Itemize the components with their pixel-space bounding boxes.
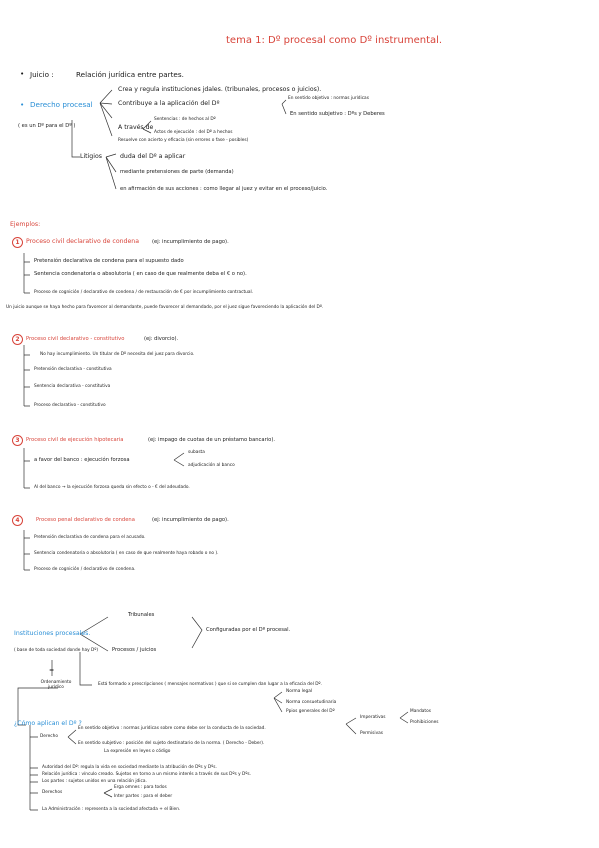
example-2-item-3: Sentencia declarativa - constitutiva (34, 384, 111, 389)
example-3-title: Proceso civil de ejecución hipotecaria (26, 437, 124, 443)
derecho-expresion: La expresión en leyes o código (104, 749, 171, 754)
example-3-item-1b: adjudicación al banco (188, 463, 235, 468)
dp-item-3: A través de (118, 124, 154, 131)
example-number: 1 (12, 237, 23, 248)
instituciones-point-1: Norma legal (286, 689, 313, 694)
example-2-item-2: Pretensión declarativa - constitutiva (34, 367, 112, 372)
example-3-item-1a: subasta (188, 450, 205, 455)
dp-item-4: Resuelve con acierto y eficacia (sin errores o fase - posibles) (118, 138, 249, 143)
imperativas-prohibiciones: Prohibiciones (410, 720, 439, 725)
dp-item-1: Crea y regula instituciones jdales. (tribunales, procesos o juicios). (118, 86, 322, 93)
dp-item-3b: Actos de ejecución : del Dº a hechos (154, 130, 233, 135)
aplican-item-3: Los partes : sujetos unidos en una relación jdica. (42, 779, 147, 784)
example-1-paren: (ej: incumplimiento de pago). (152, 239, 229, 245)
example-1-title: Proceso civil declarativo de condena (26, 238, 139, 245)
derecho-objetivo: En sentido objetivo : normas jurídicas sobre como debe ser la conducta de la sociedad. (78, 726, 266, 731)
aplican-item-4b: Inter partes : para el deber (114, 794, 173, 799)
example-4-item-3: Proceso de cognición / declarativo de condena. (34, 567, 136, 572)
equals-sign: = (49, 667, 55, 674)
procesos-label: Procesos / juicios (112, 647, 157, 653)
dp-item-2b: En sentido subjetivo : Dºs y Deberes (290, 111, 385, 117)
page-title: tema 1: Dº procesal como Dº instrumental. (226, 35, 443, 46)
derecho-procesal-note: ( es un Dº para el Dº ) (18, 123, 76, 129)
dp-item-3a: Sentencias : de hechos al Dº (154, 117, 216, 122)
derecho-label: Derecho (40, 734, 58, 739)
imperativas-label: Imperativas (360, 715, 386, 720)
litigios-item-2: mediante pretensiones de parte (demanda) (120, 169, 234, 175)
ejemplos-label: Ejemplos: (10, 221, 41, 228)
example-1-note: Un juicio aunque se haya hecho para favorecer al demandante, puede favorecer al demandado, por el juez sigue favoreciendo la aplicación del Dº. (6, 305, 324, 310)
dp-item-2a: En sentido objetivo : normas jurídicas (288, 96, 369, 101)
example-3-item-2: Al del banco → la ejecución forzosa queda sin efecto o - € del adeudado. (34, 485, 190, 490)
juicio-label: Juicio : (30, 70, 54, 79)
aplican-label: ¿Cómo aplican el Dº ? (14, 720, 82, 727)
aplican-item-5: La Administración : representa a la sociedad afectada + el Bien. (42, 807, 181, 812)
instituciones-label: Instituciones procesales. (14, 630, 91, 637)
tribunales-label: Tribunales (128, 612, 155, 618)
example-4-paren: (ej: incumplimiento de pago). (152, 517, 229, 523)
instituciones-sub: ( base de toda sociedad donde hay Dº) (14, 648, 99, 653)
example-1-item-3: Proceso de cognición / declarativo de condena / de restauración de € por incumplimiento contractual. (34, 290, 254, 295)
litigios-item-1: duda del Dº a aplicar (120, 153, 186, 160)
instituciones-arrow-text: Está formado x prescripciones ( mensajes normativos ) que si se cumplen dan lugar a la eficacia del Dº. (98, 682, 322, 687)
configuradas-label: Configuradas por el Dº procesal. (206, 627, 291, 633)
instituciones-point-2: Norma consuetudinaria (286, 700, 337, 705)
aplican-item-2: Relación jurídica : vínculo creado. Sujetos en torno a un mismo interés a través de sus Dºs y Dºs. (42, 772, 251, 777)
ordenamiento-label: Ordenamiento jurídico (40, 680, 72, 691)
aplican-item-4a: Erga omnes : para todos (114, 785, 167, 790)
example-1-item-1: Pretensión declarativa de condena para el supuesto dado (34, 258, 184, 264)
permisivas-label: Permisivas (360, 731, 383, 736)
example-4-item-1: Pretensión declarativa de condena para el acusado. (34, 535, 146, 540)
example-2-item-1: No hay incumplimiento. Un titular de Dº necesita del juez para divorcio. (40, 352, 195, 357)
example-2-title: Proceso civil declarativo - constitutivo (26, 336, 125, 342)
example-number: 3 (12, 435, 23, 446)
dp-item-2: Contribuye a la aplicación del Dº (118, 100, 220, 107)
example-4-title: Proceso penal declarativo de condena (36, 517, 135, 523)
example-2-item-4: Proceso declarativo - constitutivo (34, 403, 106, 408)
aplican-item-4: Derechos (42, 790, 63, 795)
example-1-item-2: Sentencia condenatoria o absolutoria ( en caso de que realmente deba el € o no). (34, 271, 247, 277)
aplican-item-1: Autoridad del Dº: regula la vida en sociedad mediante la atribución de Dºs y Dºs. (42, 765, 217, 770)
example-2-paren: (ej: divorcio). (144, 336, 179, 342)
imperativas-mandatos: Mandatos (410, 709, 431, 714)
example-4-item-2: Sentencia condenatoria o absolutoria ( en caso de que realmente haya robado o no ). (34, 551, 219, 556)
example-3-item-1: a favor del banco : ejecución forzosa (34, 457, 130, 463)
instituciones-point-3: Ppios generales del Dº (286, 709, 335, 714)
bullet: • (20, 69, 25, 78)
juicio-text: Relación jurídica entre partes. (76, 70, 184, 79)
litigios-label: Litigios (80, 153, 102, 160)
example-number: 4 (12, 515, 23, 526)
example-number: 2 (12, 334, 23, 345)
derecho-procesal-label: Derecho procesal (30, 100, 93, 109)
example-3-paren: (ej: impago de cuotas de un préstamo bancario). (148, 437, 276, 443)
litigios-item-3: en afirmación de sus acciones : como llegar al juez y evitar en el proceso/juicio. (120, 186, 328, 192)
derecho-subjetivo: En sentido subjetivo : posición del sujeto destinatario de la norma. ( Derecho - Deber). (78, 741, 265, 746)
bullet: • (20, 100, 25, 109)
